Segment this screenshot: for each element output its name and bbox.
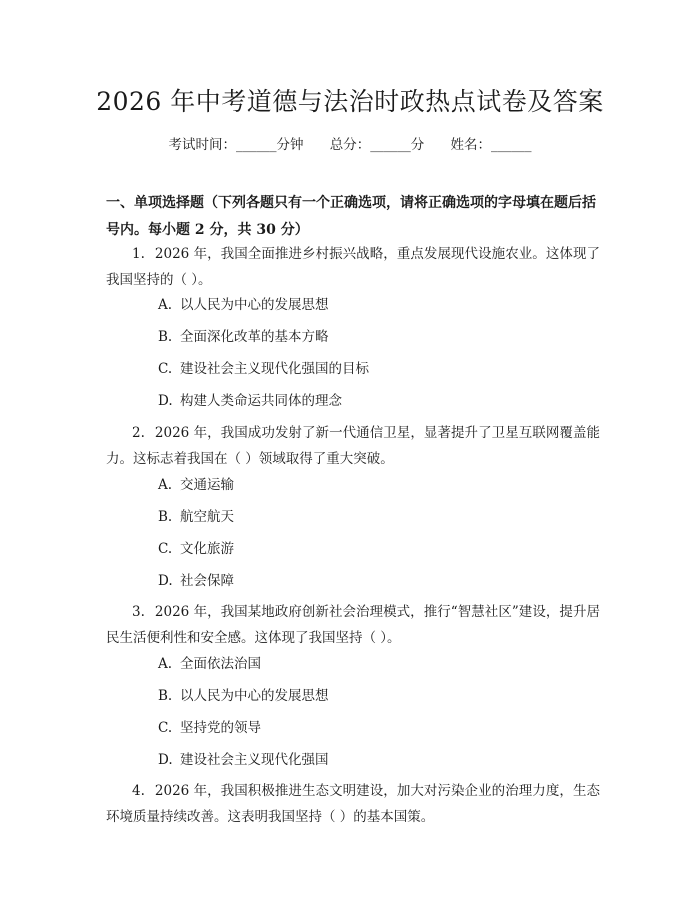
option-text: 社会保障: [180, 573, 234, 589]
question-number: 4.: [132, 783, 145, 799]
option-letter: B.: [158, 509, 173, 525]
option-letter: C.: [158, 541, 173, 557]
option-1b: [158, 327, 329, 347]
option-3c: [158, 718, 261, 738]
question-2: [106, 420, 600, 472]
option-1d: [158, 391, 342, 411]
option-letter: D.: [158, 752, 173, 768]
option-3b: [158, 686, 329, 706]
option-text: 文化旅游: [180, 541, 234, 557]
question-stem: 2026 年，我国某地政府创新社会治理模式，推行“智慧社区”建设，提升居民生活便利性和安全感。这体现了我国坚持（ ）。: [106, 604, 600, 646]
question-number: 2.: [132, 425, 145, 441]
question-number: 3.: [132, 604, 145, 620]
question-1: [106, 241, 600, 293]
exam-info-line: [0, 133, 700, 153]
option-text: 建设社会主义现代化强国: [180, 752, 329, 768]
question-stem: 2026 年，我国成功发射了新一代通信卫星，显著提升了卫星互联网覆盖能力。这标志着我国在（ ）领域取得了重大突破。: [106, 425, 600, 467]
option-text: 全面依法治国: [180, 656, 261, 672]
option-letter: A.: [158, 477, 173, 493]
option-3a: [158, 654, 261, 674]
page-title: 2026 年中考道德与法治时政热点试卷及答案: [96, 87, 604, 116]
option-letter: C.: [158, 720, 173, 736]
question-stem: 2026 年，我国全面推进乡村振兴战略，重点发展现代设施农业。这体现了我国坚持的（ ）。: [106, 246, 600, 288]
option-3d: [158, 750, 329, 770]
question-number: 1.: [132, 246, 145, 262]
section-heading: 一、单项选择题（下列各题只有一个正确选项，请将正确选项的字母填在题后括号内。每小题 2 分，共 30 分）: [106, 195, 596, 238]
option-letter: B.: [158, 688, 173, 704]
option-text: 航空航天: [180, 509, 234, 525]
option-text: 以人民为中心的发展思想: [180, 688, 329, 704]
option-2a: [158, 475, 234, 495]
option-1c: [158, 359, 369, 379]
question-3: [106, 599, 600, 651]
option-text: 构建人类命运共同体的理念: [180, 393, 342, 409]
option-1a: [158, 295, 329, 315]
question-4: [106, 778, 600, 830]
option-letter: A.: [158, 656, 173, 672]
option-text: 坚持党的领导: [180, 720, 261, 736]
option-2d: [158, 571, 234, 591]
question-stem: 2026 年，我国积极推进生态文明建设，加大对污染企业的治理力度，生态环境质量持续改善。这表明我国坚持（ ）的基本国策。: [106, 783, 600, 825]
total-score-field: 总分：______分: [329, 137, 425, 153]
option-2c: [158, 539, 234, 559]
name-field: 姓名：______: [450, 137, 532, 153]
option-letter: C.: [158, 361, 173, 377]
option-2b: [158, 507, 234, 527]
option-letter: A.: [158, 297, 173, 313]
option-letter: D.: [158, 393, 173, 409]
option-text: 交通运输: [180, 477, 234, 493]
option-text: 建设社会主义现代化强国的目标: [180, 361, 369, 377]
option-letter: D.: [158, 573, 173, 589]
option-letter: B.: [158, 329, 173, 345]
option-text: 以人民为中心的发展思想: [180, 297, 329, 313]
option-text: 全面深化改革的基本方略: [180, 329, 329, 345]
exam-time-field: 考试时间：______分钟: [168, 137, 304, 153]
